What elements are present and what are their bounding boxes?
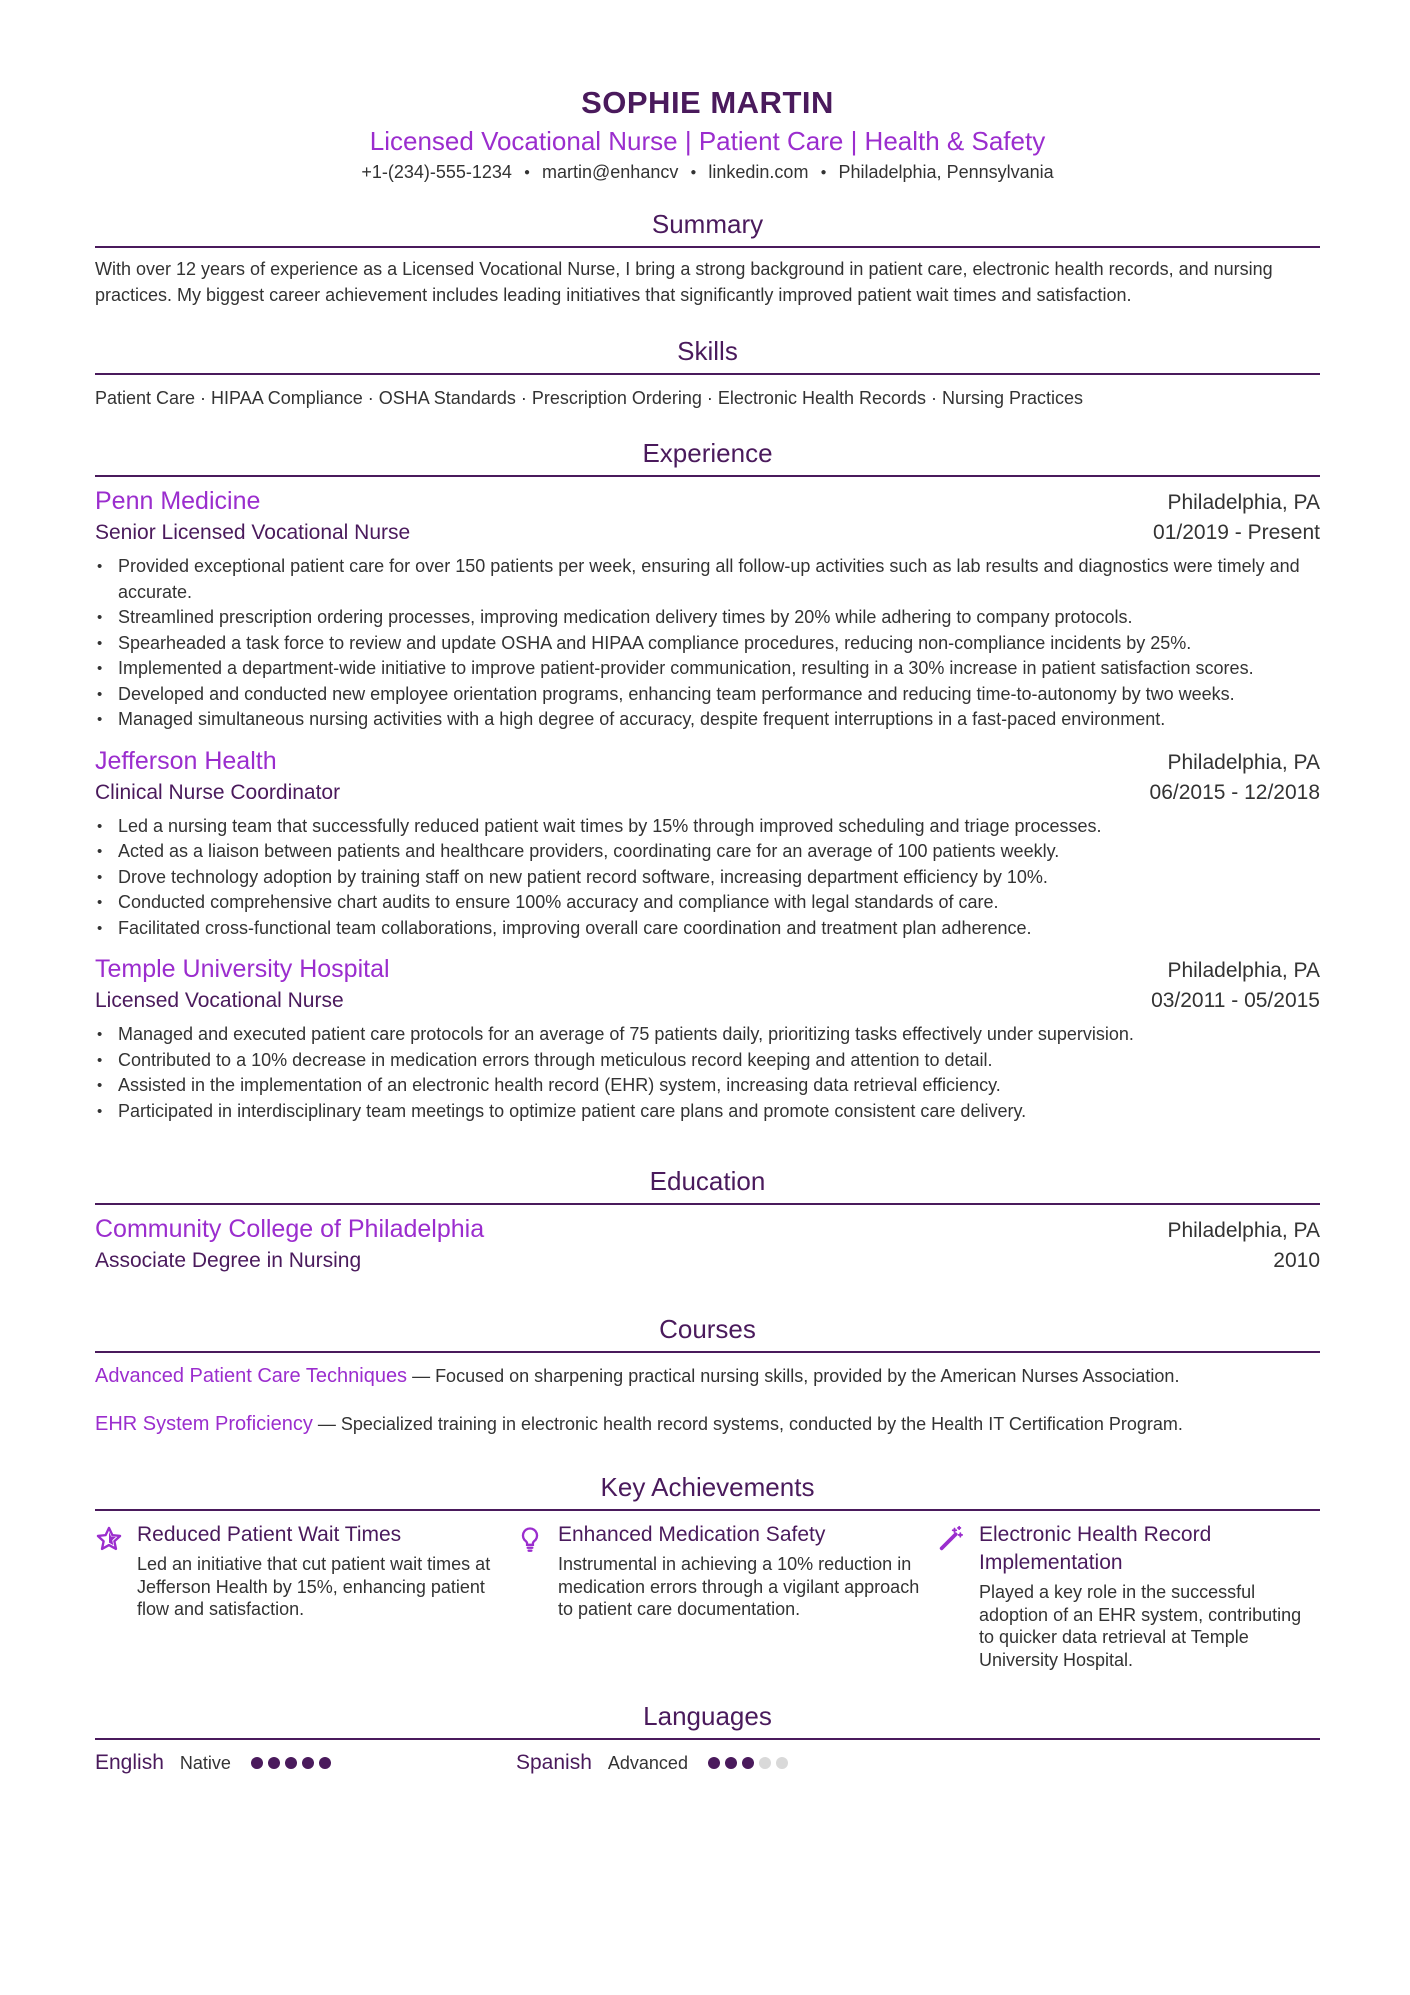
candidate-name: SOPHIE MARTIN [581, 85, 834, 120]
achievement-title: Electronic Health Record Implementation [979, 1523, 1212, 1575]
section-title: Experience [642, 438, 773, 469]
summary-section [95, 207, 1320, 308]
separator-dot-icon: ● [690, 167, 697, 179]
magic-wand-icon [937, 1521, 979, 1671]
resume-header [95, 84, 1320, 185]
achievement-title: Enhanced Medication Safety [558, 1523, 826, 1547]
language-item [95, 1751, 516, 1775]
job-location: Philadelphia, PA [1167, 491, 1320, 515]
graduation-year: 2010 [1273, 1249, 1320, 1273]
achievement-item [937, 1521, 1320, 1671]
school-name: Community College of Philadelphia [95, 1215, 485, 1244]
degree: Associate Degree in Nursing [95, 1249, 362, 1273]
skills-section [95, 334, 1320, 411]
proficiency-dots [708, 1757, 793, 1769]
achievement-item [516, 1521, 937, 1671]
achievement-description: Led an initiative that cut patient wait times at Jefferson Health by 15%, enhancing patient flow and satisfaction. [137, 1554, 491, 1620]
section-title: Education [649, 1166, 766, 1197]
proficiency-dots [251, 1757, 336, 1769]
section-title: Key Achievements [600, 1472, 815, 1503]
headline: Licensed Vocational Nurse | Patient Care | Health & Safety [369, 126, 1046, 156]
job-entry [95, 745, 1320, 942]
language-item [516, 1751, 937, 1775]
bullet-item: • Assisted in the implementation of an electronic health record (EHR) system, increasing data retrieval efficiency. [95, 1073, 1320, 1099]
section-divider [95, 1351, 1320, 1353]
proficiency-dot-filled [285, 1757, 297, 1769]
job-bullets [95, 1022, 1320, 1124]
company-name: Temple University Hospital [95, 955, 390, 984]
course-description: — Focused on sharpening practical nursing skills, provided by the American Nurses Association. [407, 1366, 1180, 1387]
proficiency-dot-filled [319, 1757, 331, 1769]
job-location: Philadelphia, PA [1167, 959, 1320, 983]
achievement-title: Reduced Patient Wait Times [137, 1523, 402, 1547]
education-section [95, 1164, 1320, 1276]
star-icon [95, 1521, 137, 1671]
bullet-item: • Spearheaded a task force to review and update OSHA and HIPAA compliance procedures, reducing non-compliance incidents by 25%. [95, 631, 1320, 657]
bullet-item: • Drove technology adoption by training staff on new patient record software, increasing department efficiency by 10%. [95, 865, 1320, 891]
job-title: Clinical Nurse Coordinator [95, 780, 341, 804]
achievement-item [95, 1521, 516, 1671]
achievement-description: Played a key role in the successful adoption of an EHR system, contributing to quicker data retrieval at Temple University Hospital. [979, 1582, 1302, 1670]
languages-section [95, 1699, 1320, 1775]
contact-line [95, 160, 1320, 185]
experience-section [95, 436, 1320, 1124]
proficiency-dot-filled [268, 1757, 280, 1769]
section-title: Courses [659, 1314, 756, 1345]
courses-section [95, 1312, 1320, 1437]
course-item [95, 1363, 1320, 1389]
section-divider [95, 1738, 1320, 1740]
job-dates: 06/2015 - 12/2018 [1149, 780, 1320, 804]
job-title: Senior Licensed Vocational Nurse [95, 521, 411, 545]
bullet-item: • Managed simultaneous nursing activities with a high degree of accuracy, despite frequent interruptions in a fast-paced environment. [95, 707, 1320, 733]
proficiency-dot-filled [251, 1757, 263, 1769]
job-bullets [95, 814, 1320, 942]
bullet-item: • Conducted comprehensive chart audits to ensure 100% accuracy and compliance with legal standards of care. [95, 890, 1320, 916]
bullet-item: • Contributed to a 10% decrease in medication errors through meticulous record keeping and attention to detail. [95, 1048, 1320, 1074]
phone: +1-(234)-555-1234 [361, 162, 512, 182]
section-divider [95, 246, 1320, 248]
section-divider [95, 373, 1320, 375]
bullet-item: • Managed and executed patient care protocols for an average of 75 patients daily, prioritizing tasks effectively under supervision. [95, 1022, 1320, 1048]
lightbulb-icon [516, 1521, 558, 1671]
job-bullets [95, 554, 1320, 733]
course-title: EHR System Proficiency [95, 1413, 313, 1436]
bullet-item: • Acted as a liaison between patients and healthcare providers, coordinating care for an average of 100 patients weekly. [95, 839, 1320, 865]
skills-text: Patient Care · HIPAA Compliance · OSHA Standards · Prescription Ordering · Electronic Health Records · Nursing Practices [95, 388, 1084, 409]
bullet-item: • Led a nursing team that successfully reduced patient wait times by 15% through improved scheduling and triage processes. [95, 814, 1320, 840]
section-divider [95, 1509, 1320, 1511]
bullet-item: • Provided exceptional patient care for over 150 patients per week, ensuring all follow-up activities such as lab results and diagnostics were timely and accurate. [95, 554, 1320, 605]
bullet-item: • Participated in interdisciplinary team meetings to optimize patient care plans and promote consistent care delivery. [95, 1099, 1320, 1125]
proficiency-dot-empty [776, 1757, 788, 1769]
proficiency-dot-filled [708, 1757, 720, 1769]
bullet-item: • Developed and conducted new employee orientation programs, enhancing team performance and reducing time-to-autonomy by two weeks. [95, 682, 1320, 708]
company-name: Jefferson Health [95, 746, 277, 775]
job-dates: 03/2011 - 05/2015 [1151, 989, 1320, 1013]
language-name: English [95, 1751, 164, 1775]
linkedin-link[interactable]: linkedin.com [708, 162, 809, 182]
location: Philadelphia, Pennsylvania [838, 162, 1054, 182]
section-title: Skills [677, 336, 738, 367]
proficiency-dot-filled [725, 1757, 737, 1769]
course-description: — Specialized training in electronic health record systems, conducted by the Health IT Certification Program. [312, 1414, 1183, 1435]
achievement-description: Instrumental in achieving a 10% reduction in medication errors through a vigilant approach to patient care documentation. [558, 1554, 920, 1620]
job-dates: 01/2019 - Present [1153, 521, 1320, 545]
job-entry [95, 953, 1320, 1124]
bullet-item: • Facilitated cross-functional team collaborations, improving overall care coordination and treatment plan adherence. [95, 916, 1320, 942]
language-level: Native [179, 1752, 231, 1773]
company-name: Penn Medicine [95, 487, 261, 516]
language-level: Advanced [607, 1752, 688, 1773]
course-item [95, 1411, 1320, 1437]
achievements-section [95, 1470, 1320, 1671]
separator-dot-icon: ● [523, 167, 530, 179]
job-title: Licensed Vocational Nurse [95, 989, 344, 1013]
section-divider [95, 1203, 1320, 1205]
job-entry [95, 485, 1320, 733]
proficiency-dot-empty [759, 1757, 771, 1769]
email[interactable]: martin@enhancv [542, 162, 679, 182]
section-title: Summary [651, 209, 764, 240]
proficiency-dot-filled [742, 1757, 754, 1769]
school-location: Philadelphia, PA [1167, 1219, 1320, 1243]
section-divider [95, 475, 1320, 477]
bullet-item: • Streamlined prescription ordering processes, improving medication delivery times by 20% while adhering to company protocols. [95, 605, 1320, 631]
proficiency-dot-filled [302, 1757, 314, 1769]
language-name: Spanish [516, 1751, 592, 1775]
bullet-item: • Implemented a department-wide initiative to improve patient-provider communication, resulting in a 30% increase in patient satisfaction scores. [95, 656, 1320, 682]
job-location: Philadelphia, PA [1167, 750, 1320, 774]
section-title: Languages [643, 1701, 772, 1732]
separator-dot-icon: ● [820, 167, 827, 179]
resume-page [95, 84, 1320, 1775]
course-title: Advanced Patient Care Techniques [95, 1365, 408, 1388]
summary-text: With over 12 years of experience as a Licensed Vocational Nurse, I bring a strong background in patient care, electronic health records, and nursing practices. My biggest career achievement includes leading initiatives that significantly improved patient wait times and satisfaction. [95, 259, 1273, 306]
